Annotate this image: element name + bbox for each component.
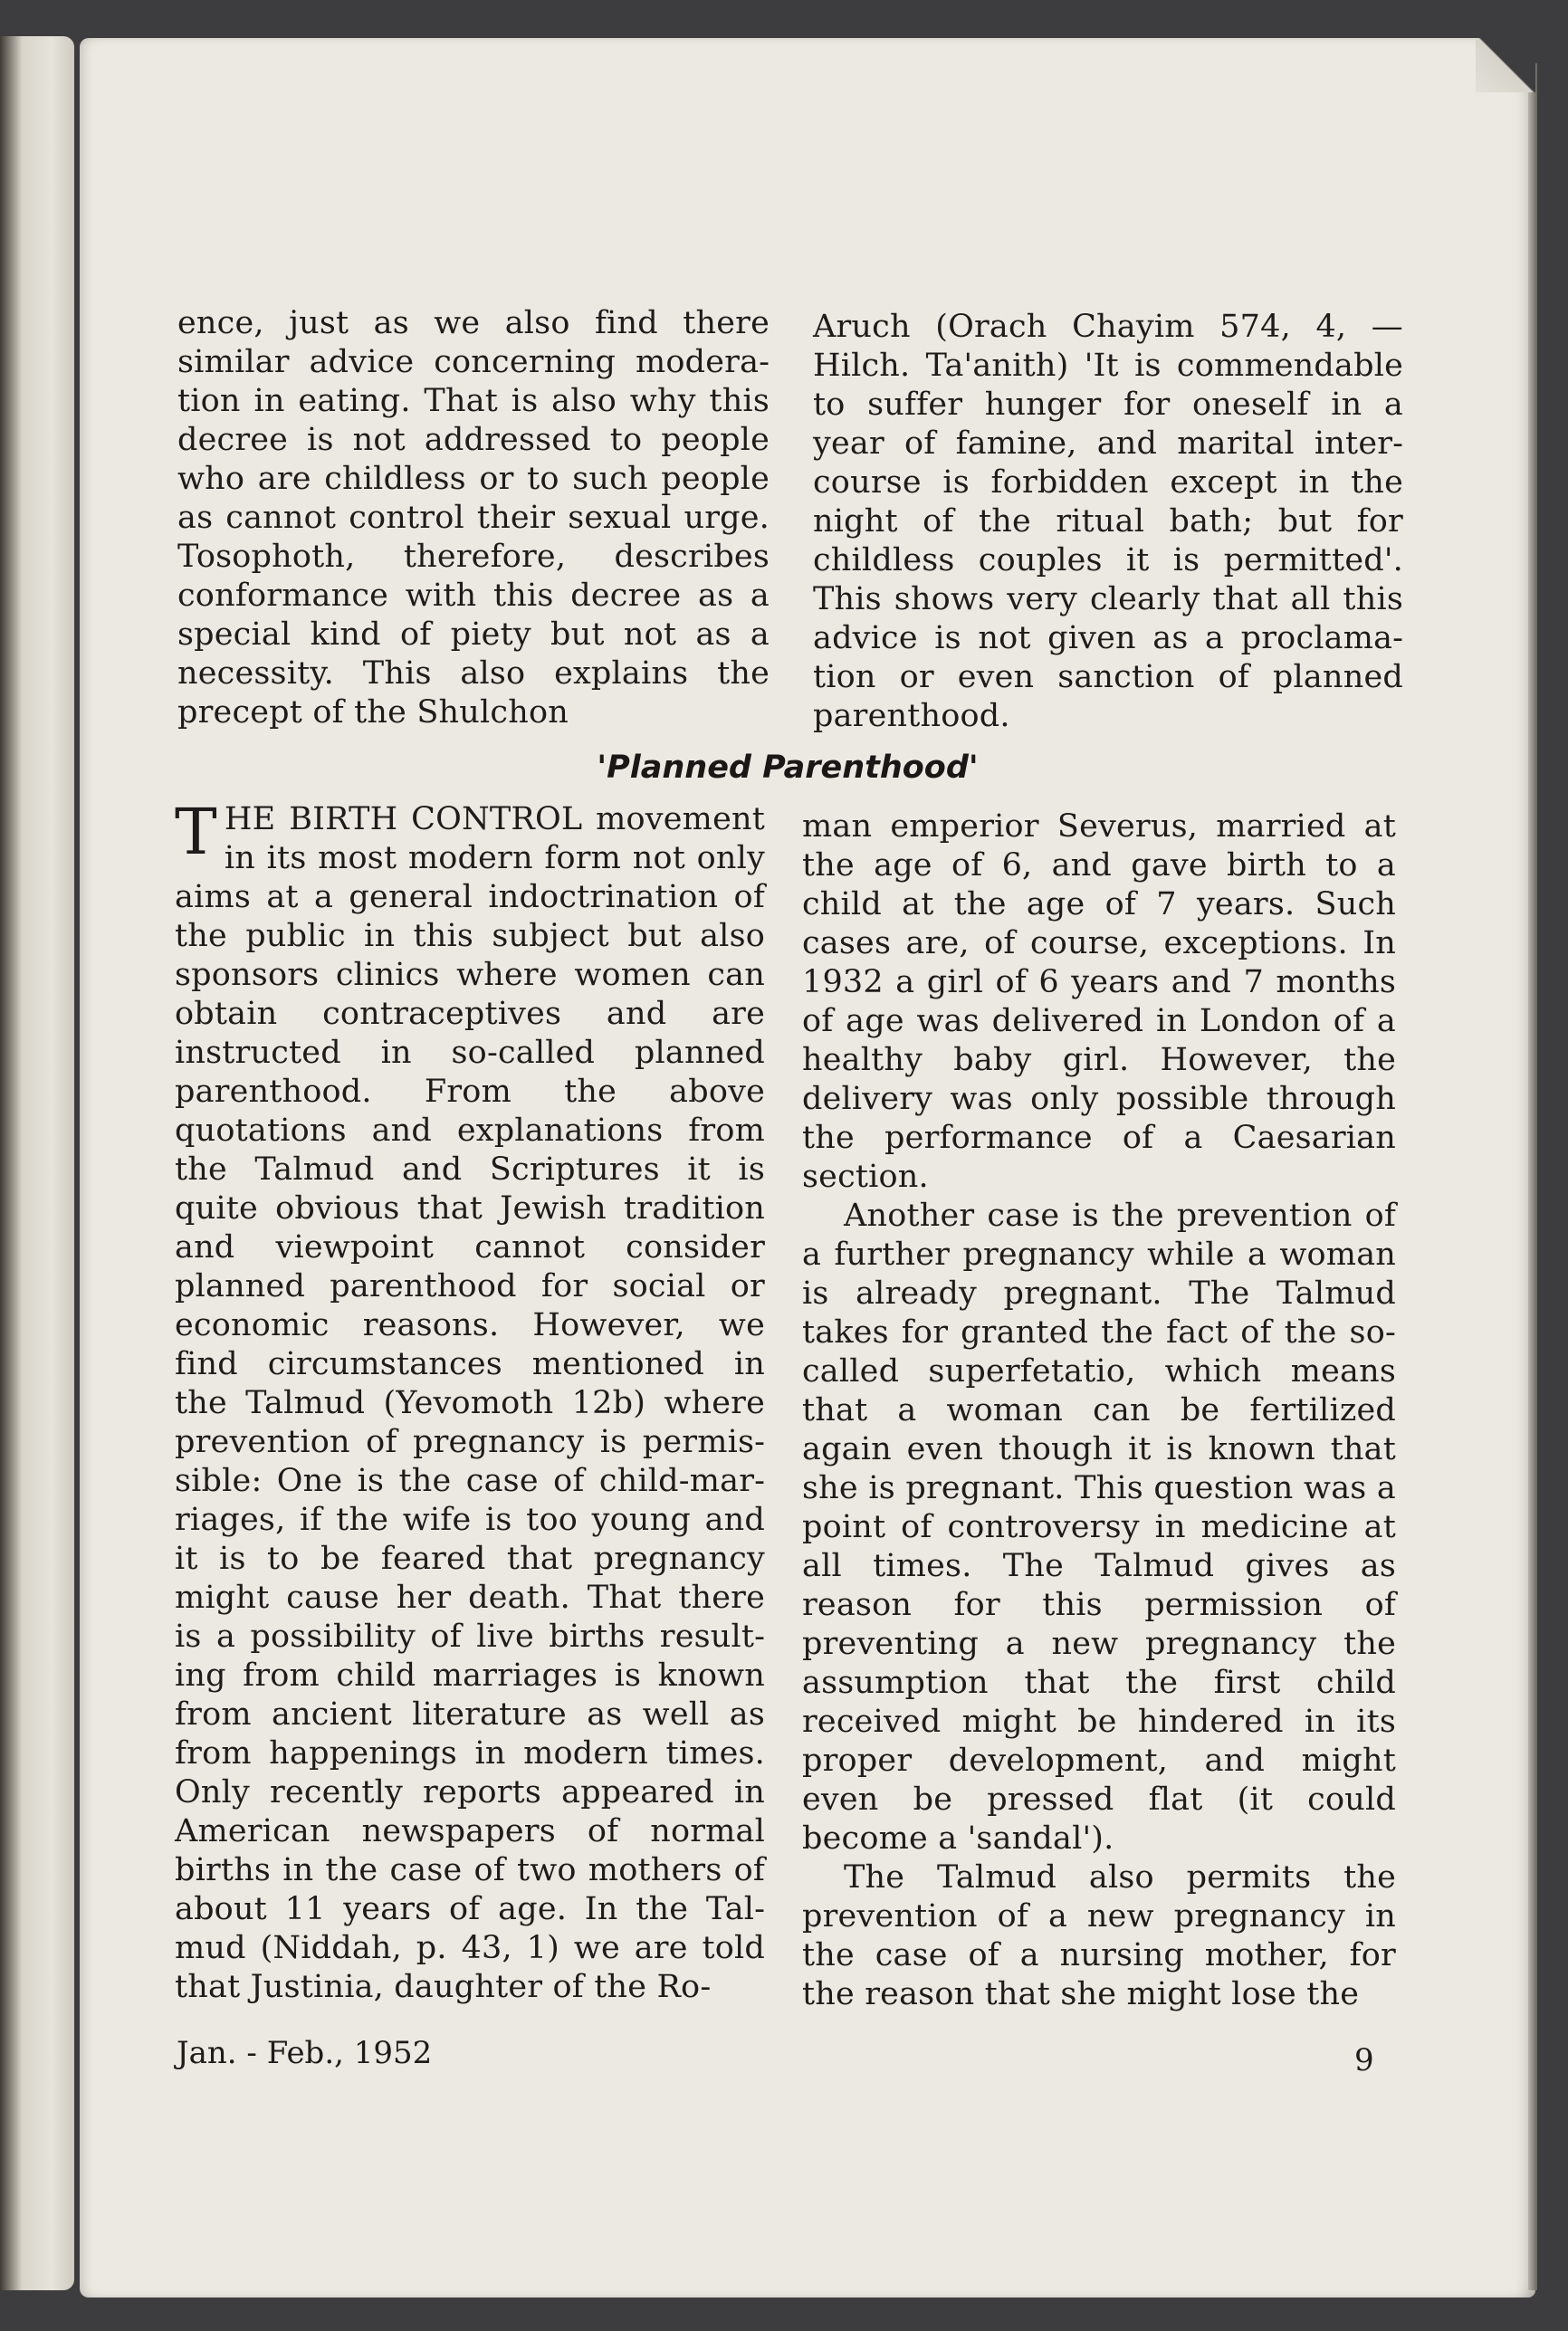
drop-cap: T xyxy=(175,795,217,869)
paragraph: man emperior Severus, married at the age of 6, and gave birth to a child at the age of 7 years. Such cases are, of course, exceptions. In 1932 a girl of 6 years and 7 months of age was delivered in London of a healthy baby girl. However, the delivery was only possible through the performance of a Caesarian section. xyxy=(802,808,1396,1195)
column-bottom-right xyxy=(802,807,1396,2014)
page-edge-shadow xyxy=(1528,63,1537,2290)
footer-date: Jan. - Feb., 1952 xyxy=(177,2035,433,2071)
column-top-right xyxy=(813,308,1403,736)
previous-page-edge xyxy=(0,36,74,2290)
paragraph: Aruch (Orach Chayim 574, 4, — Hilch. Ta'anith) 'It is commendable to suffer hunger for oneself in a year of famine, and marital intercourse is forbidden except in the night of the ritual bath; but for childless couples it is permitted'. This shows very clearly that all this advice is not given as a proclamation or even sanction of planned parenthood. xyxy=(813,309,1403,734)
paragraph: ence, just as we also find there similar advice concerning moderation in eating. That is also why this decree is not addressed to people who are childless or to such people as cannot control their sexual urge. Tosophoth, therefore, describes conformance with this decree as a special kind of piety but not as a necessity. This also explains the precept of the Shulchon xyxy=(177,305,770,731)
paragraph: Another case is the prevention of a further pregnancy while a woman is already pregnant. The Talmud takes for granted the fact of the so-called superfetatio, which means that a woman can be fertilized again even though it is known that she is pregnant. This question was a point of controversy in medicine at all times. The Talmud gives as reason for this permission of preventing a new pregnancy the assumption that the first child received might be hindered in its proper development, and might even be pressed flat (it could become a 'sandal'). xyxy=(802,1198,1396,1857)
paragraph xyxy=(175,795,765,2007)
section-heading: 'Planned Parenthood' xyxy=(597,750,979,786)
paragraph: The Talmud also permits the prevention of a new pregnancy in the case of a nursing mother, for the reason that she might lose the xyxy=(802,1859,1396,2012)
column-top-left xyxy=(177,304,770,732)
paragraph-text: HE BIRTH CONTROL movement in its most modern form not only aims at a general indoctrination of the public in this subject but also sponsors clinics where women can obtain contraceptives and are instructed in so-called planned parenthood. From the above quotations and explanations from the Talmud and Scriptures it is quite obvious that Jewish tradition and viewpoint cannot consider planned parenthood for social or economic reasons. However, we find circumstances mentioned in the Talmud (Yevomoth 12b) where prevention of pregnancy is permissible: One is the case of child-marriages, if the wife is too young and it is to be feared that pregnancy might cause her death. That there is a possibility of live births resulting from child marriages is known from ancient literature as well as from happenings in modern times. Only recently reports appeared in American newspapers of normal births in the case of two mothers of about 11 years of age. In the Talmud (Niddah, p. 43, 1) we are told that Justinia, daughter of the Ro- xyxy=(175,801,765,2005)
page-number: 9 xyxy=(1354,2042,1374,2078)
column-bottom-left xyxy=(175,795,765,2007)
page-corner-fold xyxy=(1476,38,1535,92)
